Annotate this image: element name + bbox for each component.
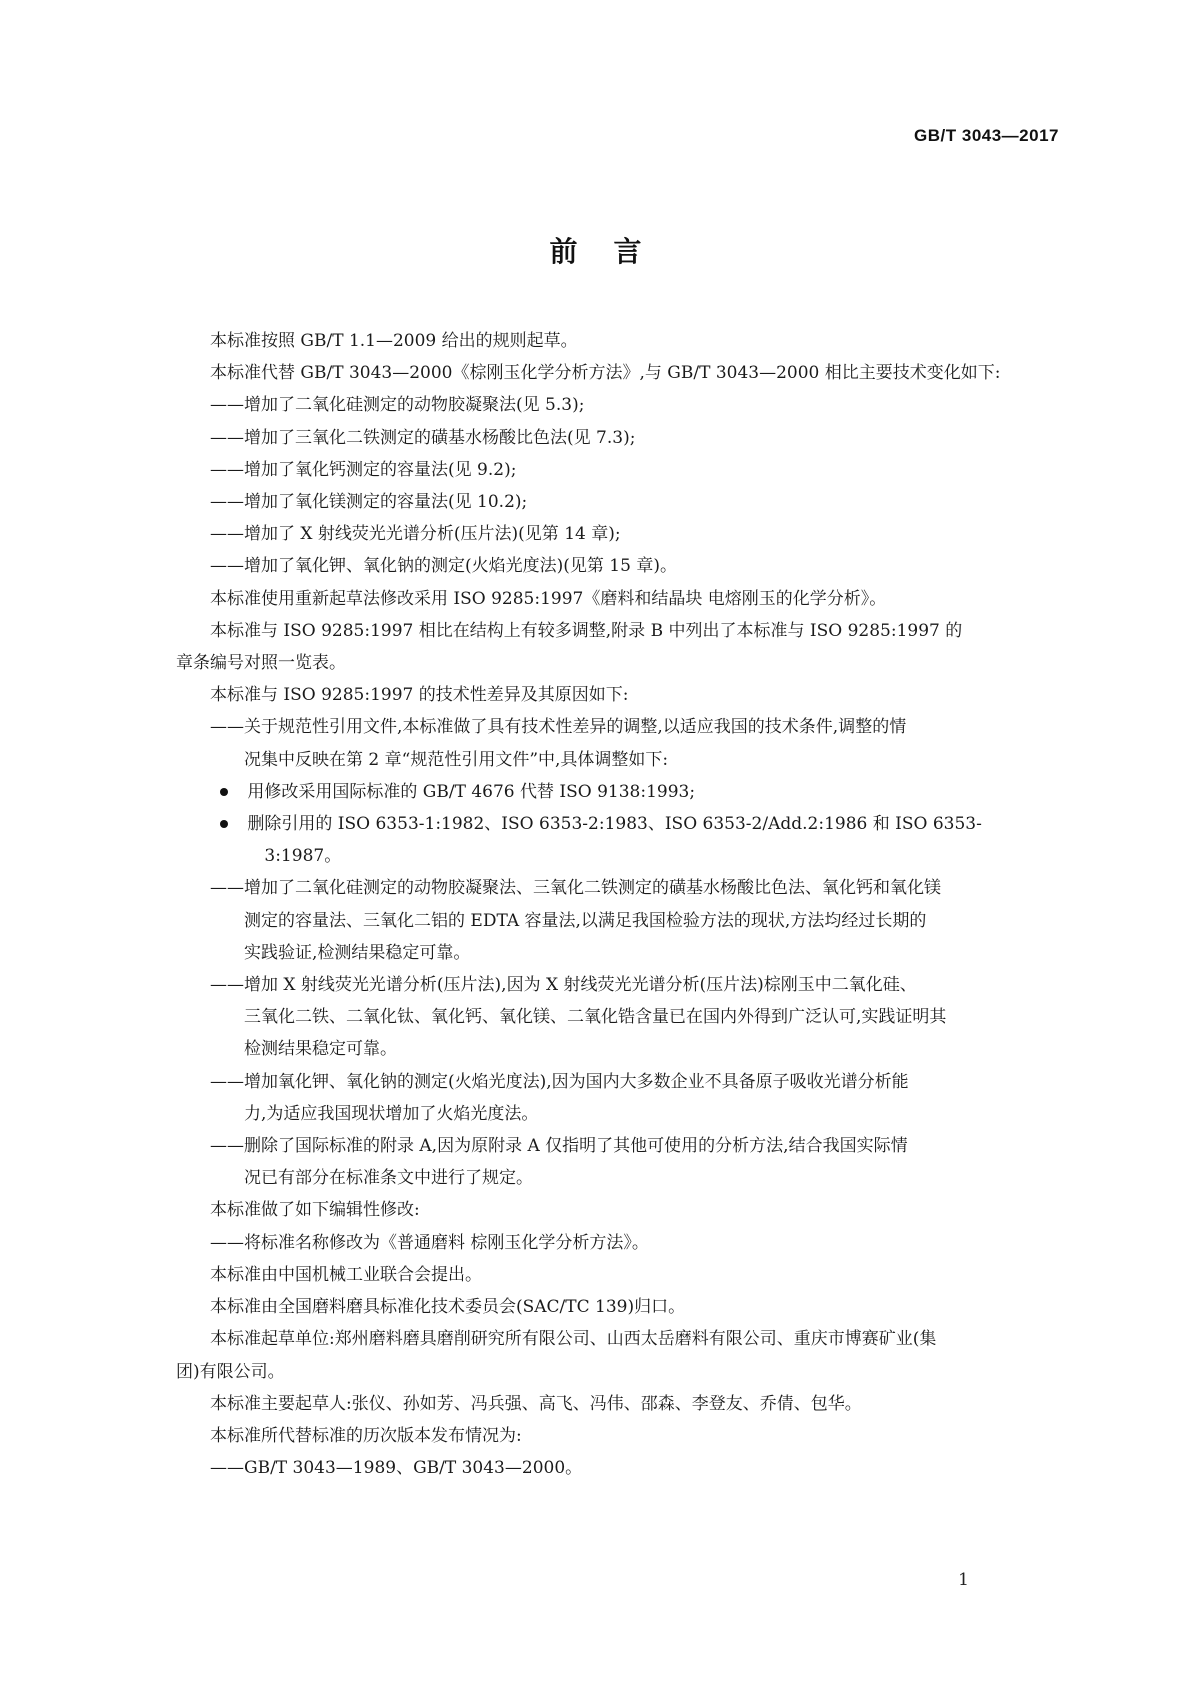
history-item: ——GB/T 3043—1989、GB/T 3043—2000。 bbox=[210, 1458, 583, 1479]
paragraph-line: 本标准代替 GB/T 3043—2000《棕刚玉化学分析方法》,与 GB/T 3043—2000 相比主要技术变化如下: bbox=[210, 363, 1001, 384]
edit-item: ——将标准名称修改为《普通磨料 棕刚玉化学分析方法》。 bbox=[210, 1232, 649, 1253]
bullet-item bbox=[176, 776, 1061, 808]
change-item: ——增加了二氧化硅测定的动物胶凝聚法(见 5.3); bbox=[210, 395, 585, 416]
page-title: 前言 bbox=[549, 235, 678, 268]
difference-item-continued: 测定的容量法、三氧化二铝的 EDTA 容量法,以满足我国检验方法的现状,方法均经过长期的 bbox=[244, 910, 927, 931]
paragraph-line: 本标准与 ISO 9285:1997 的技术性差异及其原因如下: bbox=[210, 685, 629, 706]
paragraph-line: 本标准起草单位:郑州磨料磨具磨削研究所有限公司、山西太岳磨料有限公司、重庆市博赛矿业(集 bbox=[210, 1329, 937, 1350]
paragraph-line: 本标准由全国磨料磨具标准化技术委员会(SAC/TC 139)归口。 bbox=[210, 1297, 686, 1318]
bullet-item bbox=[176, 808, 1061, 840]
page-number: 1 bbox=[958, 1570, 969, 1590]
difference-item: ——增加 X 射线荧光光谱分析(压片法),因为 X 射线荧光光谱分析(压片法)棕刚玉中二氧化硅、 bbox=[210, 975, 917, 996]
paragraph-line: 本标准与 ISO 9285:1997 相比在结构上有较多调整,附录 B 中列出了本标准与 ISO 9285:1997 的 bbox=[210, 620, 963, 641]
change-item: ——增加了氧化镁测定的容量法(见 10.2); bbox=[210, 492, 528, 513]
paragraph-line: 本标准使用重新起草法修改采用 ISO 9285:1997《磨料和结晶块 电熔刚玉的化学分析》。 bbox=[210, 588, 887, 609]
difference-item: ——增加了二氧化硅测定的动物胶凝聚法、三氧化二铁测定的磺基水杨酸比色法、氧化钙和氧化镁 bbox=[210, 878, 941, 899]
paragraph-line: 本标准由中国机械工业联合会提出。 bbox=[210, 1264, 482, 1285]
standard-code: GB/T 3043—2017 bbox=[914, 126, 1059, 145]
bullet-dot-icon bbox=[220, 788, 228, 796]
paragraph-line: 团)有限公司。 bbox=[176, 1361, 285, 1382]
difference-item-continued: 实践验证,检测结果稳定可靠。 bbox=[244, 942, 471, 963]
paragraph-line: 本标准所代替标准的历次版本发布情况为: bbox=[210, 1425, 522, 1446]
bullet-item-text: 删除引用的 ISO 6353-1:1982、ISO 6353-2:1983、ISO 6353-2/Add.2:1986 和 ISO 6353- bbox=[247, 814, 982, 835]
paragraph-line: 本标准主要起草人:张仪、孙如芳、冯兵强、高飞、冯伟、邵森、李登友、乔倩、包华。 bbox=[210, 1393, 862, 1414]
change-item: ——增加了三氧化二铁测定的磺基水杨酸比色法(见 7.3); bbox=[210, 427, 636, 448]
difference-item-continued: 三氧化二铁、二氧化钛、氧化钙、氧化镁、二氧化锆含量已在国内外得到广泛认可,实践证明其 bbox=[244, 1007, 947, 1028]
paragraph-line: 本标准按照 GB/T 1.1—2009 给出的规则起草。 bbox=[210, 331, 578, 351]
paragraph-line: 章条编号对照一览表。 bbox=[176, 653, 346, 674]
change-item: ——增加了氧化钙测定的容量法(见 9.2); bbox=[210, 459, 517, 480]
difference-item: ——删除了国际标准的附录 A,因为原附录 A 仅指明了其他可使用的分析方法,结合我国实际情 bbox=[210, 1136, 908, 1157]
difference-item: ——关于规范性引用文件,本标准做了具有技术性差异的调整,以适应我国的技术条件,调整的情 bbox=[210, 717, 907, 738]
difference-item-continued: 力,为适应我国现状增加了火焰光度法。 bbox=[244, 1103, 539, 1124]
difference-item: ——增加氧化钾、氧化钠的测定(火焰光度法),因为国内大多数企业不具备原子吸收光谱分析能 bbox=[210, 1071, 909, 1092]
difference-item-continued: 况已有部分在标准条文中进行了规定。 bbox=[244, 1168, 533, 1189]
difference-item-continued: 检测结果稳定可靠。 bbox=[244, 1039, 397, 1060]
change-item: ——增加了氧化钾、氧化钠的测定(火焰光度法)(见第 15 章)。 bbox=[210, 556, 677, 577]
bullet-item-continued: 3:1987。 bbox=[264, 846, 342, 867]
foreword-body bbox=[176, 325, 1061, 1484]
change-item: ——增加了 X 射线荧光光谱分析(压片法)(见第 14 章); bbox=[210, 524, 621, 545]
paragraph-line: 本标准做了如下编辑性修改: bbox=[210, 1200, 420, 1221]
bullet-dot-icon bbox=[220, 820, 228, 828]
bullet-item-text: 用修改采用国际标准的 GB/T 4676 代替 ISO 9138:1993; bbox=[247, 781, 696, 802]
difference-item-continued: 况集中反映在第 2 章“规范性引用文件”中,具体调整如下: bbox=[244, 749, 669, 770]
